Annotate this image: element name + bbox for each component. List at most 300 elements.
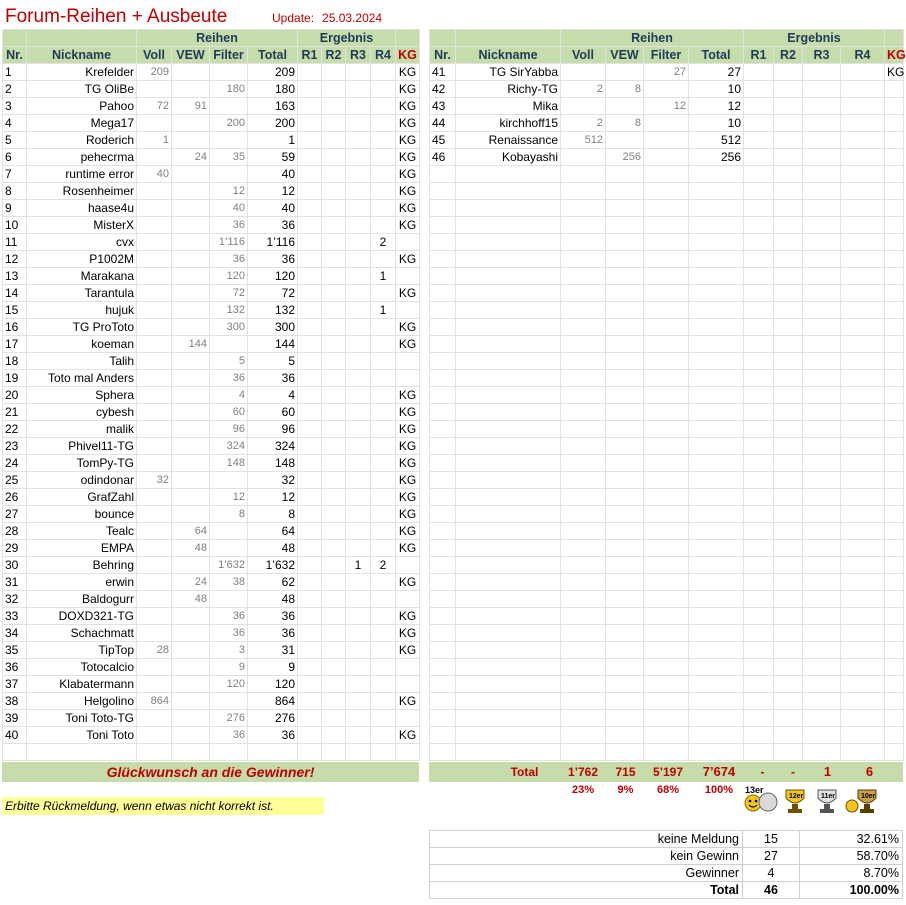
cell-r1 [298, 744, 322, 761]
cell-nr [430, 268, 456, 285]
cell-filter [644, 285, 689, 302]
cell-vew [606, 387, 644, 404]
cell-total: 120 [248, 268, 298, 285]
total-voll: 1’762 [567, 765, 599, 779]
cell-total [689, 319, 744, 336]
cell-nr [430, 404, 456, 421]
cell-r3 [803, 302, 841, 319]
cell-r3 [346, 98, 371, 115]
cell-kg: KG [396, 455, 420, 472]
cell-r2 [774, 404, 803, 421]
cell-total [689, 234, 744, 251]
cell-nick: Roderich [27, 132, 137, 149]
cell-voll [561, 421, 606, 438]
table-row [3, 693, 420, 710]
table-row [430, 744, 904, 761]
table-row [3, 608, 420, 625]
cell-r4 [371, 523, 396, 540]
cell-total: 300 [248, 319, 298, 336]
update-date: 25.03.2024 [322, 11, 383, 25]
table-row [3, 557, 420, 574]
cell-nr: 31 [3, 574, 27, 591]
cell-nick: Tarantula [27, 285, 137, 302]
cell-kg [885, 404, 904, 421]
cell-r3 [346, 421, 371, 438]
cell-kg [396, 591, 420, 608]
cell-r2 [322, 183, 346, 200]
cell-voll: 2 [561, 81, 606, 98]
cell-voll [137, 421, 172, 438]
cell-total: 12 [689, 98, 744, 115]
cell-r1 [744, 370, 774, 387]
cell-r1 [744, 744, 774, 761]
cell-r4 [841, 234, 885, 251]
cell-filter: 1’116 [210, 234, 248, 251]
cell-voll [561, 455, 606, 472]
cell-r2 [774, 625, 803, 642]
cell-nick: Toni Toto-TG [27, 710, 137, 727]
cell-r3 [346, 523, 371, 540]
cell-filter: 36 [210, 370, 248, 387]
cell-total: 27 [689, 64, 744, 81]
cell-r3 [803, 676, 841, 693]
cell-voll [137, 387, 172, 404]
cell-kg [396, 234, 420, 251]
cell-r4 [371, 438, 396, 455]
cell-vew [172, 115, 210, 132]
trophy-13er-icon [744, 786, 780, 816]
cell-total [689, 455, 744, 472]
cell-r4 [371, 506, 396, 523]
cell-total [248, 744, 298, 761]
table-row [3, 642, 420, 659]
cell-r2 [774, 81, 803, 98]
cell-total [689, 557, 744, 574]
cell-nick [456, 387, 561, 404]
cell-r3 [346, 693, 371, 710]
cell-filter [210, 64, 248, 81]
cell-filter [644, 234, 689, 251]
cell-nr [430, 744, 456, 761]
cell-vew [172, 693, 210, 710]
table-row [3, 727, 420, 744]
cell-voll [561, 676, 606, 693]
table-row [3, 234, 420, 251]
cell-voll: 32 [137, 472, 172, 489]
cell-r3 [803, 608, 841, 625]
cell-total [689, 676, 744, 693]
cell-voll [561, 149, 606, 166]
cell-nick: Kobayashi [456, 149, 561, 166]
col-filter: Filter [210, 47, 248, 64]
stat-pct: 100.00% [800, 882, 903, 899]
cell-kg: KG [396, 387, 420, 404]
cell-r2 [774, 285, 803, 302]
cell-r4 [841, 540, 885, 557]
cell-r3 [803, 744, 841, 761]
cell-filter [210, 591, 248, 608]
cell-total [689, 710, 744, 727]
cell-r1 [744, 557, 774, 574]
stat-label: Gewinner [430, 865, 743, 882]
trophy-12er-label: 12er [789, 793, 804, 800]
cell-filter [644, 506, 689, 523]
cell-vew [606, 591, 644, 608]
cell-filter: 36 [210, 217, 248, 234]
cell-total: 40 [248, 166, 298, 183]
cell-r3 [346, 438, 371, 455]
cell-r1 [298, 591, 322, 608]
cell-kg: KG [396, 285, 420, 302]
cell-total: 5 [248, 353, 298, 370]
cell-vew [606, 693, 644, 710]
table-row [430, 81, 904, 98]
cell-r3 [346, 676, 371, 693]
cell-r3 [803, 200, 841, 217]
total-r4: 6 [865, 764, 874, 779]
cell-nr: 39 [3, 710, 27, 727]
cell-r3 [346, 608, 371, 625]
cell-total [689, 387, 744, 404]
cell-voll [137, 336, 172, 353]
cell-nick [456, 336, 561, 353]
cell-r1 [744, 710, 774, 727]
table-row [430, 268, 904, 285]
cell-kg: KG [396, 625, 420, 642]
cell-r3 [346, 370, 371, 387]
cell-r4 [371, 183, 396, 200]
cell-r4 [371, 115, 396, 132]
cell-voll [137, 217, 172, 234]
cell-kg [396, 302, 420, 319]
cell-vew [606, 523, 644, 540]
cell-total [689, 200, 744, 217]
cell-r2 [774, 353, 803, 370]
cell-r2 [774, 217, 803, 234]
cell-nick: Renaissance [456, 132, 561, 149]
table-row [3, 438, 420, 455]
cell-voll [561, 268, 606, 285]
cell-total: 4 [248, 387, 298, 404]
cell-r1 [298, 353, 322, 370]
group-ergebnis: Ergebnis [744, 30, 885, 47]
cell-r1 [298, 149, 322, 166]
table-row [430, 540, 904, 557]
cell-total: 36 [248, 251, 298, 268]
cell-total [689, 421, 744, 438]
cell-voll [561, 319, 606, 336]
cell-voll [137, 370, 172, 387]
table-row [3, 455, 420, 472]
cell-r1 [744, 625, 774, 642]
cell-filter [644, 319, 689, 336]
cell-kg [396, 744, 420, 761]
table-row [3, 370, 420, 387]
cell-kg [885, 149, 904, 166]
cell-r4 [371, 625, 396, 642]
totals-row [429, 762, 903, 782]
cell-total [689, 659, 744, 676]
cell-r3 [346, 404, 371, 421]
cell-voll [561, 64, 606, 81]
cell-kg: KG [396, 523, 420, 540]
cell-total: 64 [248, 523, 298, 540]
cell-total [689, 540, 744, 557]
cell-nr [430, 506, 456, 523]
cell-nr [430, 251, 456, 268]
cell-vew [172, 421, 210, 438]
cell-r1 [744, 404, 774, 421]
cell-kg [885, 489, 904, 506]
cell-filter [644, 693, 689, 710]
cell-r3 [803, 455, 841, 472]
cell-r4 [841, 421, 885, 438]
cell-total [689, 727, 744, 744]
cell-r2 [774, 693, 803, 710]
cell-nick: Toto mal Anders [27, 370, 137, 387]
cell-kg: KG [396, 166, 420, 183]
cell-r3 [803, 353, 841, 370]
cell-voll [137, 455, 172, 472]
cell-nick [456, 591, 561, 608]
cell-r3 [803, 659, 841, 676]
cell-r4 [841, 676, 885, 693]
cell-voll [561, 166, 606, 183]
table-row [3, 268, 420, 285]
cell-kg [885, 574, 904, 591]
cell-r4 [371, 370, 396, 387]
cell-r3 [346, 506, 371, 523]
cell-r1 [298, 268, 322, 285]
cell-r1 [744, 319, 774, 336]
cell-r4 [371, 727, 396, 744]
cell-voll [137, 676, 172, 693]
cell-kg: KG [396, 319, 420, 336]
cell-vew [172, 217, 210, 234]
cell-r4 [841, 557, 885, 574]
cell-voll: 72 [137, 98, 172, 115]
table-row [3, 523, 420, 540]
cell-vew [172, 81, 210, 98]
cell-nick [456, 744, 561, 761]
cell-total: 36 [248, 625, 298, 642]
table-row [430, 421, 904, 438]
cell-filter [644, 540, 689, 557]
cell-filter [644, 421, 689, 438]
cell-r3 [803, 557, 841, 574]
cell-r3 [346, 489, 371, 506]
page-title: Forum-Reihen + Ausbeute [5, 6, 228, 27]
cell-vew: 24 [172, 574, 210, 591]
cell-r3 [803, 98, 841, 115]
cell-r1 [298, 540, 322, 557]
cell-r2 [774, 319, 803, 336]
cell-nr: 14 [3, 285, 27, 302]
cell-r3 [803, 251, 841, 268]
cell-r2 [774, 523, 803, 540]
cell-nick: TG OliBe [27, 81, 137, 98]
cell-kg [885, 81, 904, 98]
cell-vew [172, 200, 210, 217]
cell-r3 [803, 523, 841, 540]
cell-r2 [322, 438, 346, 455]
cell-r4 [371, 132, 396, 149]
cell-r3 [346, 115, 371, 132]
cell-r1 [298, 234, 322, 251]
cell-nick: pehecrma [27, 149, 137, 166]
cell-r2 [774, 387, 803, 404]
table-row [430, 557, 904, 574]
cell-kg [885, 387, 904, 404]
cell-voll [137, 659, 172, 676]
cell-total [689, 608, 744, 625]
cell-total: 1 [248, 132, 298, 149]
cell-nr [430, 183, 456, 200]
table-row [3, 489, 420, 506]
cell-vew [172, 625, 210, 642]
cell-vew [606, 353, 644, 370]
cell-r2 [774, 455, 803, 472]
total-r3: 1 [823, 764, 832, 779]
cell-r2 [774, 200, 803, 217]
cell-nick: haase4u [27, 200, 137, 217]
cell-voll [137, 540, 172, 557]
cell-r1 [744, 421, 774, 438]
cell-nick: bounce [27, 506, 137, 523]
cell-nr: 21 [3, 404, 27, 421]
cell-r4 [371, 574, 396, 591]
cell-total: 12 [248, 183, 298, 200]
cell-voll [561, 98, 606, 115]
cell-voll [561, 608, 606, 625]
col-filter: Filter [644, 47, 689, 64]
cell-nr: 29 [3, 540, 27, 557]
cell-r1 [298, 217, 322, 234]
table-row [430, 200, 904, 217]
cell-total [689, 591, 744, 608]
cell-kg: KG [396, 574, 420, 591]
cell-filter [210, 744, 248, 761]
cell-r4: 2 [371, 557, 396, 574]
cell-total: 324 [248, 438, 298, 455]
cell-r4 [841, 574, 885, 591]
cell-nick [456, 404, 561, 421]
cell-voll [561, 489, 606, 506]
cell-nr: 22 [3, 421, 27, 438]
cell-vew: 48 [172, 540, 210, 557]
cell-total [689, 438, 744, 455]
cell-nick: EMPA [27, 540, 137, 557]
cell-r3 [803, 591, 841, 608]
cell-vew [606, 540, 644, 557]
cell-r3 [346, 268, 371, 285]
cell-r2 [774, 336, 803, 353]
cell-nick: Behring [27, 557, 137, 574]
summary-stats [429, 830, 903, 899]
cell-r4 [841, 285, 885, 302]
cell-nick: Toni Toto [27, 727, 137, 744]
cell-total: 96 [248, 421, 298, 438]
cell-kg [885, 183, 904, 200]
cell-filter [644, 676, 689, 693]
cell-nr [430, 353, 456, 370]
cell-r3 [803, 489, 841, 506]
cell-r1 [744, 540, 774, 557]
cell-r2 [322, 455, 346, 472]
cell-nick [456, 557, 561, 574]
cell-nick [456, 183, 561, 200]
cell-total [689, 472, 744, 489]
cell-kg [396, 353, 420, 370]
cell-r3 [346, 353, 371, 370]
cell-filter [644, 387, 689, 404]
total-vew: 715 [615, 765, 636, 779]
table-row [430, 336, 904, 353]
cell-r4 [841, 608, 885, 625]
stat-count: 15 [743, 831, 800, 848]
cell-vew [606, 336, 644, 353]
cell-vew: 48 [172, 591, 210, 608]
cell-voll [137, 200, 172, 217]
cell-total: 62 [248, 574, 298, 591]
cell-r4 [841, 506, 885, 523]
cell-total [689, 166, 744, 183]
col-r4: R4 [841, 47, 885, 64]
cell-vew: 24 [172, 149, 210, 166]
table-row [3, 81, 420, 98]
cell-total: 48 [248, 540, 298, 557]
cell-nr [430, 727, 456, 744]
cell-nr [430, 659, 456, 676]
cell-vew [172, 438, 210, 455]
cell-kg: KG [396, 727, 420, 744]
cell-voll [137, 319, 172, 336]
cell-nr [430, 574, 456, 591]
cell-vew [606, 574, 644, 591]
cell-nr [430, 625, 456, 642]
cell-nick: Mika [456, 98, 561, 115]
pct-total: 100% [704, 784, 734, 796]
cell-vew [606, 132, 644, 149]
cell-voll: 1 [137, 132, 172, 149]
cell-voll [137, 353, 172, 370]
cell-r2 [774, 421, 803, 438]
cell-vew [172, 251, 210, 268]
cell-filter: 180 [210, 81, 248, 98]
cell-nick: Phivel11-TG [27, 438, 137, 455]
cell-r1 [298, 523, 322, 540]
stat-row [430, 865, 903, 882]
cell-vew: 91 [172, 98, 210, 115]
cell-r2 [774, 489, 803, 506]
cell-r4 [371, 217, 396, 234]
cell-kg: KG [396, 115, 420, 132]
table-row [430, 455, 904, 472]
cell-nr [430, 455, 456, 472]
cell-r1 [298, 132, 322, 149]
table-row [430, 387, 904, 404]
cell-r3 [346, 149, 371, 166]
stat-pct: 58.70% [800, 848, 903, 865]
cell-r4 [371, 608, 396, 625]
cell-r3 [346, 574, 371, 591]
cell-r1 [744, 693, 774, 710]
cell-voll [561, 353, 606, 370]
cell-nick [456, 200, 561, 217]
cell-filter [644, 217, 689, 234]
cell-r2 [322, 285, 346, 302]
cell-r1 [298, 285, 322, 302]
